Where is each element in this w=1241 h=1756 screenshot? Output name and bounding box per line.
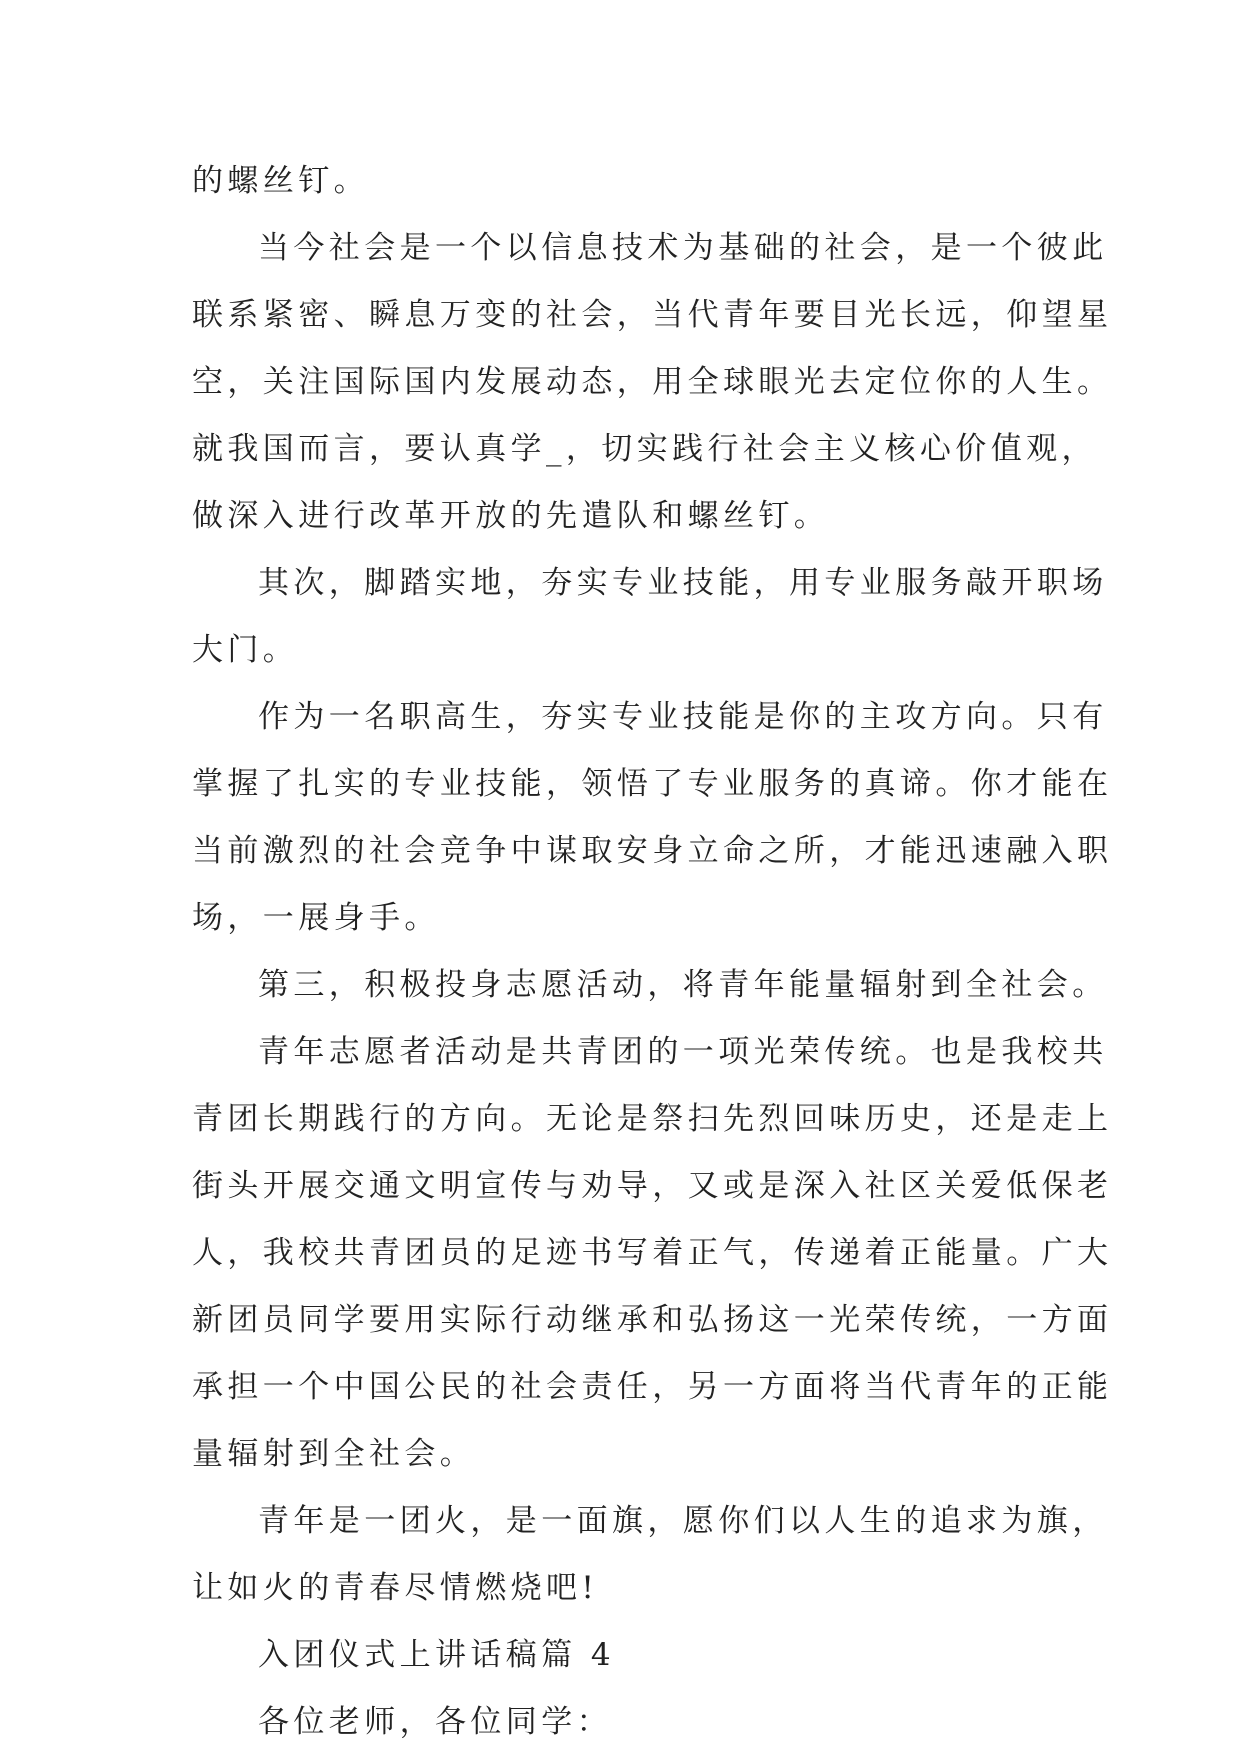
paragraph-line: 青年志愿者活动是共青团的一项光荣传统。也是我校共 — [258, 1034, 1108, 1070]
paragraph-line: 场，一展身手。 — [192, 900, 440, 936]
paragraph-line: 街头开展交通文明宣传与劝导，又或是深入社区关爱低保老 — [192, 1168, 1113, 1204]
paragraph-line: 掌握了扎实的专业技能，领悟了专业服务的真谛。你才能在 — [192, 766, 1113, 802]
paragraph-line: 量辐射到全社会。 — [192, 1436, 476, 1472]
paragraph-line: 做深入进行改革开放的先遣队和螺丝钉。 — [192, 498, 830, 534]
paragraph-line: 当前激烈的社会竞争中谋取安身立命之所，才能迅速融入职 — [192, 833, 1113, 869]
paragraph-line: 青年是一团火，是一面旗，愿你们以人生的追求为旗， — [258, 1503, 1108, 1539]
paragraph-line: 第三，积极投身志愿活动，将青年能量辐射到全社会。 — [258, 967, 1108, 1003]
document-body — [192, 148, 1113, 1756]
paragraph-line: 其次，脚踏实地，夯实专业技能，用专业服务敲开职场 — [258, 565, 1108, 601]
paragraph-line: 大门。 — [192, 632, 299, 668]
paragraph-line: 承担一个中国公民的社会责任，另一方面将当代青年的正能 — [192, 1369, 1113, 1405]
paragraph-line: 青团长期践行的方向。无论是祭扫先烈回味历史，还是走上 — [192, 1101, 1113, 1137]
paragraph-line: 新团员同学要用实际行动继承和弘扬这一光荣传统，一方面 — [192, 1302, 1113, 1338]
paragraph-line: 当今社会是一个以信息技术为基础的社会，是一个彼此 — [258, 230, 1108, 266]
paragraph-line: 的螺丝钉。 — [192, 163, 369, 199]
salutation: 各位老师，各位同学： — [258, 1704, 612, 1740]
paragraph-line: 让如火的青春尽情燃烧吧! — [192, 1570, 599, 1606]
paragraph-line: 空，关注国际国内发展动态，用全球眼光去定位你的人生。 — [192, 364, 1113, 400]
paragraph-line: 人，我校共青团员的足迹书写着正气，传递着正能量。广大 — [192, 1235, 1113, 1271]
paragraph-line: 联系紧密、瞬息万变的社会，当代青年要目光长远，仰望星 — [192, 297, 1113, 333]
paragraph-line: 作为一名职高生，夯实专业技能是你的主攻方向。只有 — [258, 699, 1108, 735]
paragraph-line: 就我国而言，要认真学_，切实践行社会主义核心价值观， — [192, 431, 1097, 467]
section-heading: 入团仪式上讲话稿篇 4 — [258, 1637, 615, 1673]
